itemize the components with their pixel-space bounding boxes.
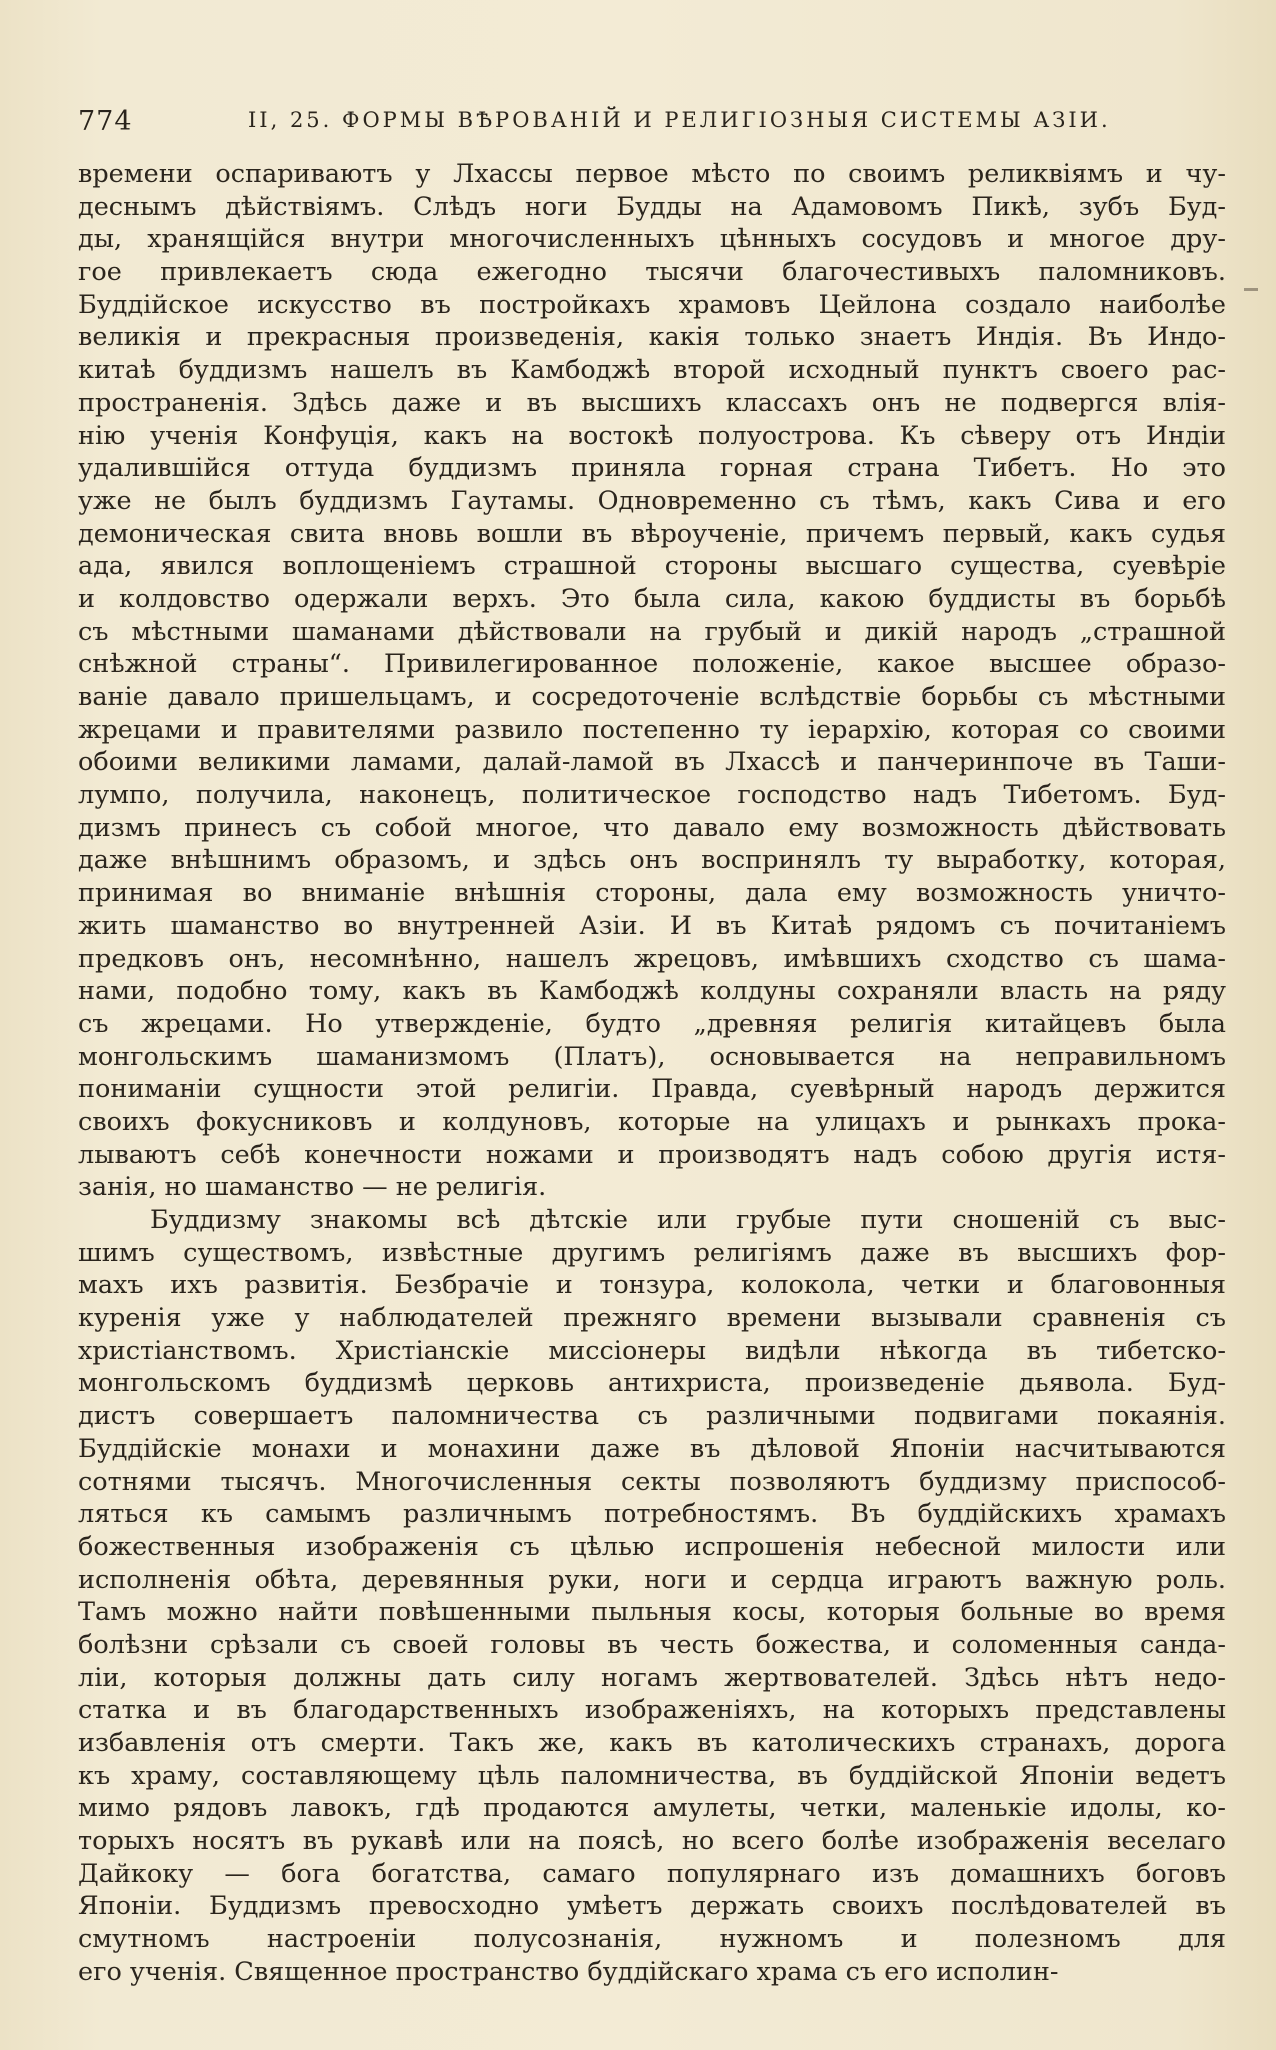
text-line: снѣжной страны“. Привилегированное положеніе, какое высшее образо- (78, 649, 1226, 680)
text-line: избавленія отъ смерти. Такъ же, какъ въ католическихъ странахъ, дорога (78, 1728, 1226, 1758)
text-line: деснымъ дѣйствіямъ. Слѣдъ ноги Будды на Адамовомъ Пикѣ, зубъ Буд- (78, 191, 1226, 222)
text-line: демоническая свита вновь вошли въ вѣроученіе, причемъ первый, какъ судья (78, 518, 1226, 549)
text-line: смутномъ настроеніи полусознанія, нужномъ и полезномъ для (78, 1924, 1226, 1955)
text-line: съ жрецами. Но утвержденіе, будто „древняя религія китайцевъ была (78, 1008, 1226, 1039)
text-line: дизмъ принесъ съ собой многое, что давало ему возможность дѣйствовать (78, 812, 1226, 843)
text-line: уже не былъ буддизмъ Гаутамы. Одновременно съ тѣмъ, какъ Сива и его (78, 485, 1226, 516)
text-line: сотнями тысячъ. Многочисленныя секты позволяютъ буддизму приспособ- (78, 1466, 1226, 1497)
text-line: гое привлекаетъ сюда ежегодно тысячи благочестивыхъ паломниковъ. (78, 257, 1226, 288)
text-line: божественныя изображенія съ цѣлью испрошенія небесной милости или (78, 1531, 1226, 1562)
text-line: жрецами и правителями развило постепенно ту іерархію, которая со своими (78, 714, 1226, 745)
text-line: статка и въ благодарственныхъ изображеніяхъ, на которыхъ представлены (78, 1695, 1226, 1726)
text-line: жить шаманство во внутренней Азіи. И въ Китаѣ рядомъ съ почитаніемъ (78, 910, 1226, 941)
body-text (78, 158, 1226, 1989)
text-line: шимъ существомъ, извѣстные другимъ религіямъ даже въ высшихъ фор- (78, 1237, 1226, 1268)
text-line: лываютъ себѣ конечности ножами и производятъ надъ собою другія истя- (78, 1139, 1226, 1170)
text-line: даже внѣшнимъ образомъ, и здѣсь онъ воспринялъ ту выработку, которая, (78, 845, 1226, 876)
text-line: болѣзни срѣзали съ своей головы въ честь божества, и соломенныя санда- (78, 1629, 1226, 1660)
text-line: и колдовство одержали верхъ. Это была сила, какою буддисты въ борьбѣ (78, 583, 1226, 614)
text-line: христіанствомъ. Христіанскіе миссіонеры видѣли нѣкогда въ тибетско- (78, 1335, 1226, 1366)
text-line: монгольскомъ буддизмѣ церковь антихриста, произведеніе дьявола. Буд- (78, 1368, 1226, 1399)
text-line: Японіи. Буддизмъ превосходно умѣетъ держать своихъ послѣдователей въ (78, 1891, 1226, 1922)
text-line: принимая во вниманіе внѣшнія стороны, дала ему возможность уничто- (78, 878, 1226, 909)
text-line: ды, хранящійся внутри многочисленныхъ цѣнныхъ сосудовъ и многое дру- (78, 224, 1226, 255)
text-line: нію ученія Конфуція, какъ на востокѣ полуострова. Къ сѣверу отъ Индіи (78, 420, 1226, 451)
text-line: времени оспариваютъ у Лхассы первое мѣсто по своимъ реликвіямъ и чу- (78, 159, 1226, 189)
text-line: Дайкоку — бога богатства, самаго популярнаго изъ домашнихъ боговъ (78, 1858, 1226, 1889)
text-line: предковъ онъ, несомнѣнно, нашелъ жрецовъ, имѣвшихъ сходство съ шама- (78, 943, 1226, 974)
text-line: исполненія обѣта, деревянныя руки, ноги и сердца играютъ важную роль. (78, 1564, 1226, 1595)
text-line: Буддійскіе монахи и монахини даже въ дѣловой Японіи насчитываются (78, 1433, 1226, 1464)
text-line: монгольскимъ шаманизмомъ (Платъ), основывается на неправильномъ (78, 1041, 1226, 1072)
text-line: пониманіи сущности этой религіи. Правда, суевѣрный народъ держится (78, 1074, 1226, 1105)
text-line: великія и прекрасныя произведенія, какія только знаетъ Индія. Въ Индо- (78, 322, 1226, 353)
text-line: китаѣ буддизмъ нашелъ въ Камбоджѣ второй исходный пунктъ своего рас- (78, 355, 1226, 386)
text-line: занія, но шаманство — не религія. (78, 1172, 547, 1203)
text-line: Буддійское искусство въ постройкахъ храмовъ Цейлона создало наиболѣе (78, 289, 1226, 320)
text-line: его ученія. Священное пространство буддійскаго храма съ его исполин- (78, 1956, 1059, 1987)
text-line: Тамъ можно найти повѣшенными пыльныя косы, которыя больные во время (78, 1597, 1226, 1628)
text-line: ада, явился воплощеніемъ страшной стороны высшаго существа, суевѣріе (78, 551, 1226, 582)
text-line: своихъ фокусниковъ и колдуновъ, которые на улицахъ и рынкахъ прока- (78, 1106, 1226, 1137)
text-line: махъ ихъ развитія. Безбрачіе и тонзура, колокола, четки и благовонныя (78, 1270, 1226, 1301)
text-line: съ мѣстными шаманами дѣйствовали на грубый и дикій народъ „страшной (78, 616, 1226, 647)
text-line: Буддизму знакомы всѣ дѣтскіе или грубые пути сношеній съ выс- (150, 1205, 1226, 1235)
text-line: ляться къ самымъ различнымъ потребностямъ. Въ буддійскихъ храмахъ (78, 1499, 1226, 1530)
text-line: удалившійся оттуда буддизмъ приняла горная страна Тибетъ. Но это (78, 453, 1226, 484)
text-line: лумпо, получила, наконецъ, политическое господство надъ Тибетомъ. Буд- (78, 780, 1226, 811)
text-line: торыхъ носятъ въ рукавѣ или на поясѣ, но всего болѣе изображенія веселаго (78, 1826, 1226, 1857)
page-header (78, 104, 1218, 144)
text-line: пространенія. Здѣсь даже и въ высшихъ классахъ онъ не подвергся влія- (78, 387, 1226, 418)
print-smudge (1244, 288, 1258, 291)
text-line: обоими великими ламами, далай-ламой въ Лхассѣ и панчеринпоче въ Таши- (78, 747, 1226, 778)
text-line: нами, подобно тому, какъ въ Камбоджѣ колдуны сохраняли власть на ряду (78, 976, 1226, 1007)
text-line: куренія уже у наблюдателей прежняго времени вызывали сравненія съ (78, 1303, 1226, 1334)
running-head: II, 25. ФОРМЫ ВѢРОВАНІЙ И РЕЛИГІОЗНЫЯ СИСТЕМЫ АЗІИ. (248, 108, 1111, 132)
text-line: ліи, которыя должны дать силу ногамъ жертвователей. Здѣсь нѣтъ недо- (78, 1662, 1226, 1693)
text-line: къ храму, составляющему цѣль паломничества, въ буддійской Японіи ведетъ (78, 1760, 1226, 1791)
page-number: 774 (78, 106, 133, 137)
text-line: ваніе давало пришельцамъ, и сосредоточеніе вслѣдствіе борьбы съ мѣстными (78, 682, 1226, 712)
paragraph (78, 158, 1226, 1204)
text-line: дистъ совершаетъ паломничества съ различными подвигами покаянія. (78, 1401, 1226, 1432)
paragraph (78, 1204, 1226, 1989)
text-line: мимо рядовъ лавокъ, гдѣ продаются амулеты, четки, маленькіе идолы, ко- (78, 1793, 1226, 1824)
